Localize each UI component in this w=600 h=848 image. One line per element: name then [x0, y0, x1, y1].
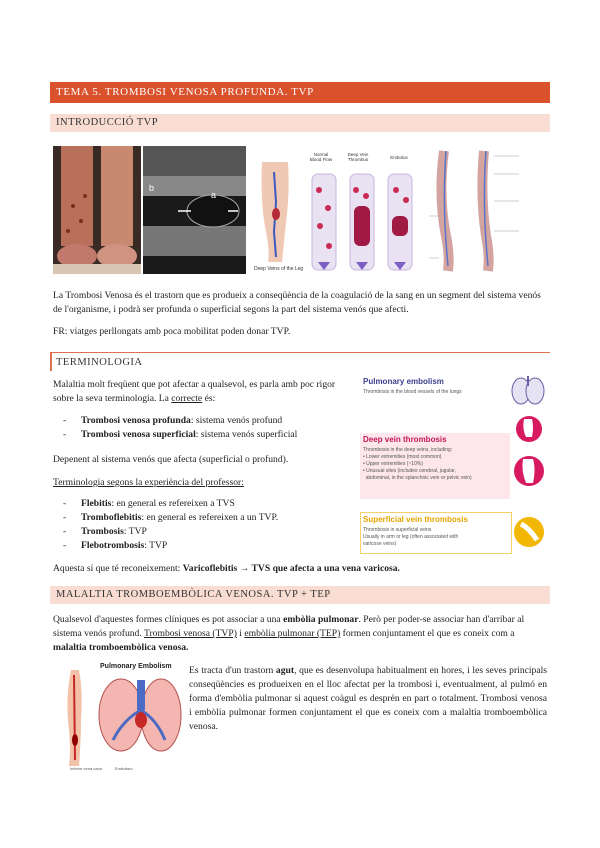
flow-col2-label: Deep Vein Thrombus [347, 152, 369, 162]
section-heading-intro [50, 114, 550, 132]
intro-paragraph [53, 289, 547, 317]
chapter-title: TEMA 5. TROMBOSI VENOSA PROFUNDA. TVP [56, 86, 314, 98]
malaltia-description: Es tracta d'un trastorn agut, que es desenvolupa habitualment en hores, i les seves principals conseqüències es produeixen en el lloc afectat per la trombosi i, eventualment, al pulmó en forma d'embòlia pulmonar si aquest coàgul es desprèn en part o totalment. Trombosi venosa i embòlia pulmonar formen conjuntament el que es coneix com a malaltia tromboembòlica venosa. [189, 665, 547, 732]
flow-col1-label: Normal Blood Flow [309, 152, 333, 162]
legs-caption: Deep Veins of the Leg [254, 266, 304, 272]
list-item: - Tromboflebitis: en general es refereixen a un TVP. [53, 511, 353, 525]
intro-text-2: FR: viatges perllongats amb poca mobilitat poden donar TVP. [53, 326, 291, 337]
terminologia-list-1 [53, 414, 353, 442]
terminologia-intro: Malaltia molt freqüent que pot afectar a qualsevol, es parla amb poc rigor sobre la seva terminologia. La correcte és: [53, 379, 336, 404]
dvt-icons [510, 413, 548, 503]
pe-figure-label-ivc: Inferior vena cava [70, 766, 102, 771]
list-item: - Flebotrombosis: TVP [53, 539, 353, 553]
dvt-card [360, 413, 548, 503]
section-heading-intro-text: INTRODUCCIÓ TVP [56, 117, 159, 128]
pe-card-sub: Thrombosis in the blood vessels of the lungs [363, 389, 462, 395]
pulmonary-embolism-figure [53, 660, 183, 770]
leg-veins-illustration [252, 162, 304, 274]
chapter-banner [50, 82, 550, 103]
blood-flow-illustration [306, 150, 418, 274]
pe-card-title: Pulmonary embolism [363, 377, 444, 386]
list-item: - Flebitis: en general es refereixen a TVS [53, 497, 353, 511]
list-item: - Trombosi venosa superficial: sistema venós superficial [53, 428, 353, 442]
flow-col3-label: Embolus [390, 155, 408, 160]
section-heading-malaltia [50, 586, 550, 604]
svt-card-line: varicose veins) [363, 541, 397, 547]
pe-figure-title: Pulmonary Embolism [100, 663, 172, 670]
terminologia-p2: Depenent al sistema venós que afecta (superficial o profund). [53, 454, 289, 465]
dvt-card-line: • Lower extremities (most common) [363, 454, 442, 460]
terminologia-p4: Aquesta sí que té reconeixement: Varicoflebitis → TVS que afecta a una vena varicosa. [53, 563, 400, 574]
pe-figure-label-embolism: Embolism [115, 766, 133, 771]
us-label-b: b [149, 183, 155, 193]
svt-card-title: Superficial vein thrombosis [363, 515, 468, 524]
malaltia-paragraph: Qualsevol d'aquestes formes clíniques es pot associar a una embòlia pulmonar. Però per poder-se associar han d'arribar al sistema venós profund. Trombosi venosa (TVP) i embòlia pulmonar (TEP) formen conjuntament el que es coneix com a malaltia tromboembòlica venosa. [53, 614, 525, 653]
dvt-card-line: • Upper extremities (~10%) [363, 461, 423, 467]
venous-system-diagram [424, 146, 544, 274]
section-heading-malaltia-text: MALALTIA TROMBOEMBÒLICA VENOSA. TVP + TEP [56, 589, 331, 600]
list-item: - Trombosis: TVP [53, 525, 353, 539]
terminologia-p3: Terminologia segons la experiència del professor: [53, 477, 244, 488]
ultrasound-image [143, 146, 246, 274]
arm-icon [512, 514, 546, 550]
dvt-card-line: Thrombosis in the deep veins, including: [363, 447, 453, 453]
us-label-a: a [211, 190, 217, 200]
intro-fr [53, 325, 547, 339]
dvt-card-title: Deep vein thrombosis [363, 435, 447, 444]
svt-card-line: Usually in arm or leg (often associated with [363, 534, 459, 540]
pe-card [360, 374, 548, 406]
dvt-card-line: • Unusual sites (includes cerebral, jugular, [363, 468, 456, 474]
feet-photo [53, 146, 141, 274]
svt-card-line: Thrombosis in superficial veins [363, 527, 432, 533]
section-heading-terminologia [50, 352, 550, 371]
terminologia-list-2 [53, 497, 353, 553]
list-item: - Trombosi venosa profunda: sistema venós profund [53, 414, 353, 428]
intro-text-1: La Trombosi Venosa és el trastorn que es produeix a conseqüència de la coagulació de la sang en un segment del sistema venós de l'organisme, i podrà ser profunda o superficial segons la part del sistema venós que afecti. [53, 290, 541, 315]
section-heading-terminologia-text: TERMINOLOGIA [56, 357, 143, 368]
svt-card [360, 512, 548, 552]
dvt-card-line: abdominal, in the splanchnic vein or pelvic vein) [363, 475, 472, 481]
lungs-icon [510, 374, 546, 406]
